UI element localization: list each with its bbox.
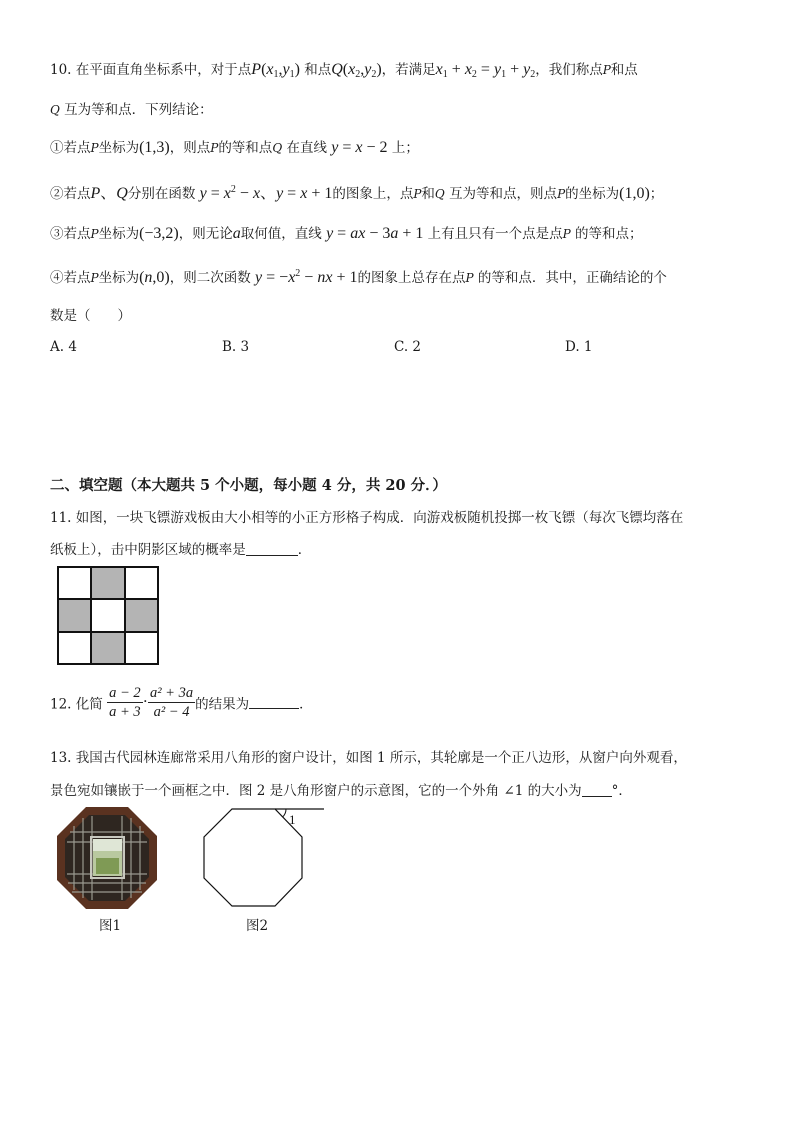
q13-line1: 13. 我国古代园林连廊常采用八角形的窗户设计，如图 1 所示，其轮廓是一个正八边形，从窗户向外观看， bbox=[50, 750, 687, 766]
fraction-1-numerator: a − 2 bbox=[109, 685, 141, 701]
q12-text: 的结果为 bbox=[195, 696, 250, 713]
shaded-cell bbox=[125, 599, 158, 631]
q10-text: 的等和点； bbox=[575, 226, 643, 242]
q10-text: 的图象上，点 bbox=[332, 186, 414, 202]
grid-cell bbox=[125, 632, 158, 664]
q10-text: ，若满足 bbox=[381, 62, 436, 78]
q10-text: 的等和点 bbox=[218, 140, 273, 156]
q10-text: 互为等和点．下列结论： bbox=[64, 102, 213, 118]
q10-text: ③若点 bbox=[50, 226, 91, 242]
q10-text: 和 bbox=[421, 186, 435, 202]
q10-text: ； bbox=[649, 186, 664, 202]
shaded-cell bbox=[58, 599, 91, 631]
grid-cell bbox=[58, 632, 91, 664]
q10-text: 坐标为 bbox=[98, 270, 140, 286]
shaded-cell bbox=[91, 567, 124, 599]
q10-text: 分别在函数 bbox=[127, 186, 196, 202]
grid-cell bbox=[125, 567, 158, 599]
q10-number: 10. bbox=[50, 62, 72, 78]
q11-text: 纸板上），击中阴影区域的概率是 bbox=[50, 542, 246, 558]
q10-text: 上； bbox=[391, 140, 419, 156]
section-title: 二、填空题（本大题共 5 个小题，每小题 4 分，共 20 分．） bbox=[50, 477, 447, 494]
fraction-1 bbox=[107, 684, 143, 721]
q10-text: 的等和点．其中，正确结论的个 bbox=[477, 270, 667, 286]
q10-statement-4-cont: 数是（ ） bbox=[50, 308, 131, 324]
fraction-1-denominator: a + 3 bbox=[109, 704, 141, 720]
option-b: B. 3 bbox=[222, 339, 250, 355]
multiply-dot: · bbox=[142, 693, 148, 711]
q10-text: 上有且只有一个点是点 bbox=[427, 226, 563, 242]
q13-text: 景色宛如镶嵌于一个画框之中．图 2 是八角形窗户的示意图，它的一个外角 ∠1 的大小为 bbox=[50, 783, 582, 799]
octagon-window-photo bbox=[56, 806, 158, 910]
q10-text: 和点 bbox=[304, 62, 332, 78]
fraction-2-numerator: a² + 3a bbox=[149, 685, 194, 701]
q10-text: 在平面直角坐标系中，对于点 bbox=[75, 62, 252, 78]
q11-line2 bbox=[50, 538, 311, 558]
q10-statement-3: ③若点P坐标为(−3,2)，则无论a取何值，直线 y = ax − 3a + 1 上有且只有一个点是点P 的等和点； bbox=[50, 225, 643, 242]
q13-text: °． bbox=[611, 783, 632, 799]
q11-line1: 11. 如图，一块飞镖游戏板由大小相等的小正方形格子构成．向游戏板随机投掷一枚飞镖（每次飞镖均落在 bbox=[50, 510, 684, 526]
q13-line2 bbox=[50, 779, 632, 799]
q10-text: ，我们称点 bbox=[535, 62, 603, 78]
q10-text: 在直线 bbox=[286, 140, 327, 156]
figure-1-label: 图1 bbox=[99, 918, 122, 934]
q10-text: 和点 bbox=[610, 62, 638, 78]
q12-text: ． bbox=[299, 696, 313, 713]
q10-text: ，则二次函数 bbox=[169, 270, 251, 286]
q12-text: 12. 化简 bbox=[50, 696, 103, 713]
angle-1-label: 1 bbox=[289, 812, 296, 827]
dartboard-grid bbox=[57, 566, 159, 665]
q10-text: ④若点 bbox=[50, 270, 91, 286]
grid-cell bbox=[58, 567, 91, 599]
q10-text: 坐标为 bbox=[98, 226, 140, 242]
q10-text: 坐标为 bbox=[98, 140, 140, 156]
shaded-cell bbox=[91, 632, 124, 664]
q10-text: ②若点 bbox=[50, 186, 91, 202]
regular-octagon bbox=[204, 809, 302, 906]
q10-statement-4: ④若点P坐标为(n,0)，则二次函数 $y = -x^2$ − nx + 1的图象上总存在点P 的等和点．其中，正确结论的个 bbox=[50, 268, 667, 286]
answer-blank bbox=[249, 696, 299, 709]
fraction-2 bbox=[148, 684, 195, 721]
grid-cell bbox=[91, 599, 124, 631]
figure-2-label: 图2 bbox=[246, 918, 269, 934]
option-a: A. 4 bbox=[50, 339, 77, 355]
q10-text: 取何值，直线 bbox=[240, 226, 322, 242]
q10-statement-2: ②若点P、Q分别在函数 $y = x^2 - x$、y = x + 1的图象上，点P和Q 互为等和点，则点P的坐标为(1,0)； bbox=[50, 184, 664, 202]
q10-line2: Q 互为等和点．下列结论： bbox=[50, 102, 213, 118]
answer-blank bbox=[246, 543, 298, 556]
q10-statement-1: ①若点P坐标为(1,3)，则点P的等和点Q 在直线 y = x − 2 上； bbox=[50, 139, 419, 156]
q10-text: 的图象上总存在点 bbox=[357, 270, 466, 286]
q10-line1: 10. 在平面直角坐标系中，对于点$P(x_1,y_1)$ 和点$Q(x_2,y_2)$，若满足$x_1 + x_2 = y_1 + y_2$，我们称点P和点 bbox=[50, 61, 638, 80]
octagon-diagram bbox=[200, 806, 328, 914]
fraction-2-denominator: a² − 4 bbox=[153, 704, 190, 720]
option-d: D. 1 bbox=[565, 339, 593, 355]
q10-text: ，则无论 bbox=[178, 226, 233, 242]
q10-text: 互为等和点，则点 bbox=[449, 186, 558, 202]
answer-blank bbox=[582, 784, 612, 797]
q10-text: ，则点 bbox=[169, 140, 211, 156]
q12-line bbox=[50, 684, 313, 721]
q10-text: ①若点 bbox=[50, 140, 91, 156]
option-c: C. 2 bbox=[394, 339, 422, 355]
q11-text: ． bbox=[297, 542, 312, 558]
q10-text: 的坐标为 bbox=[565, 186, 620, 202]
exterior-angle-arc bbox=[283, 809, 286, 817]
